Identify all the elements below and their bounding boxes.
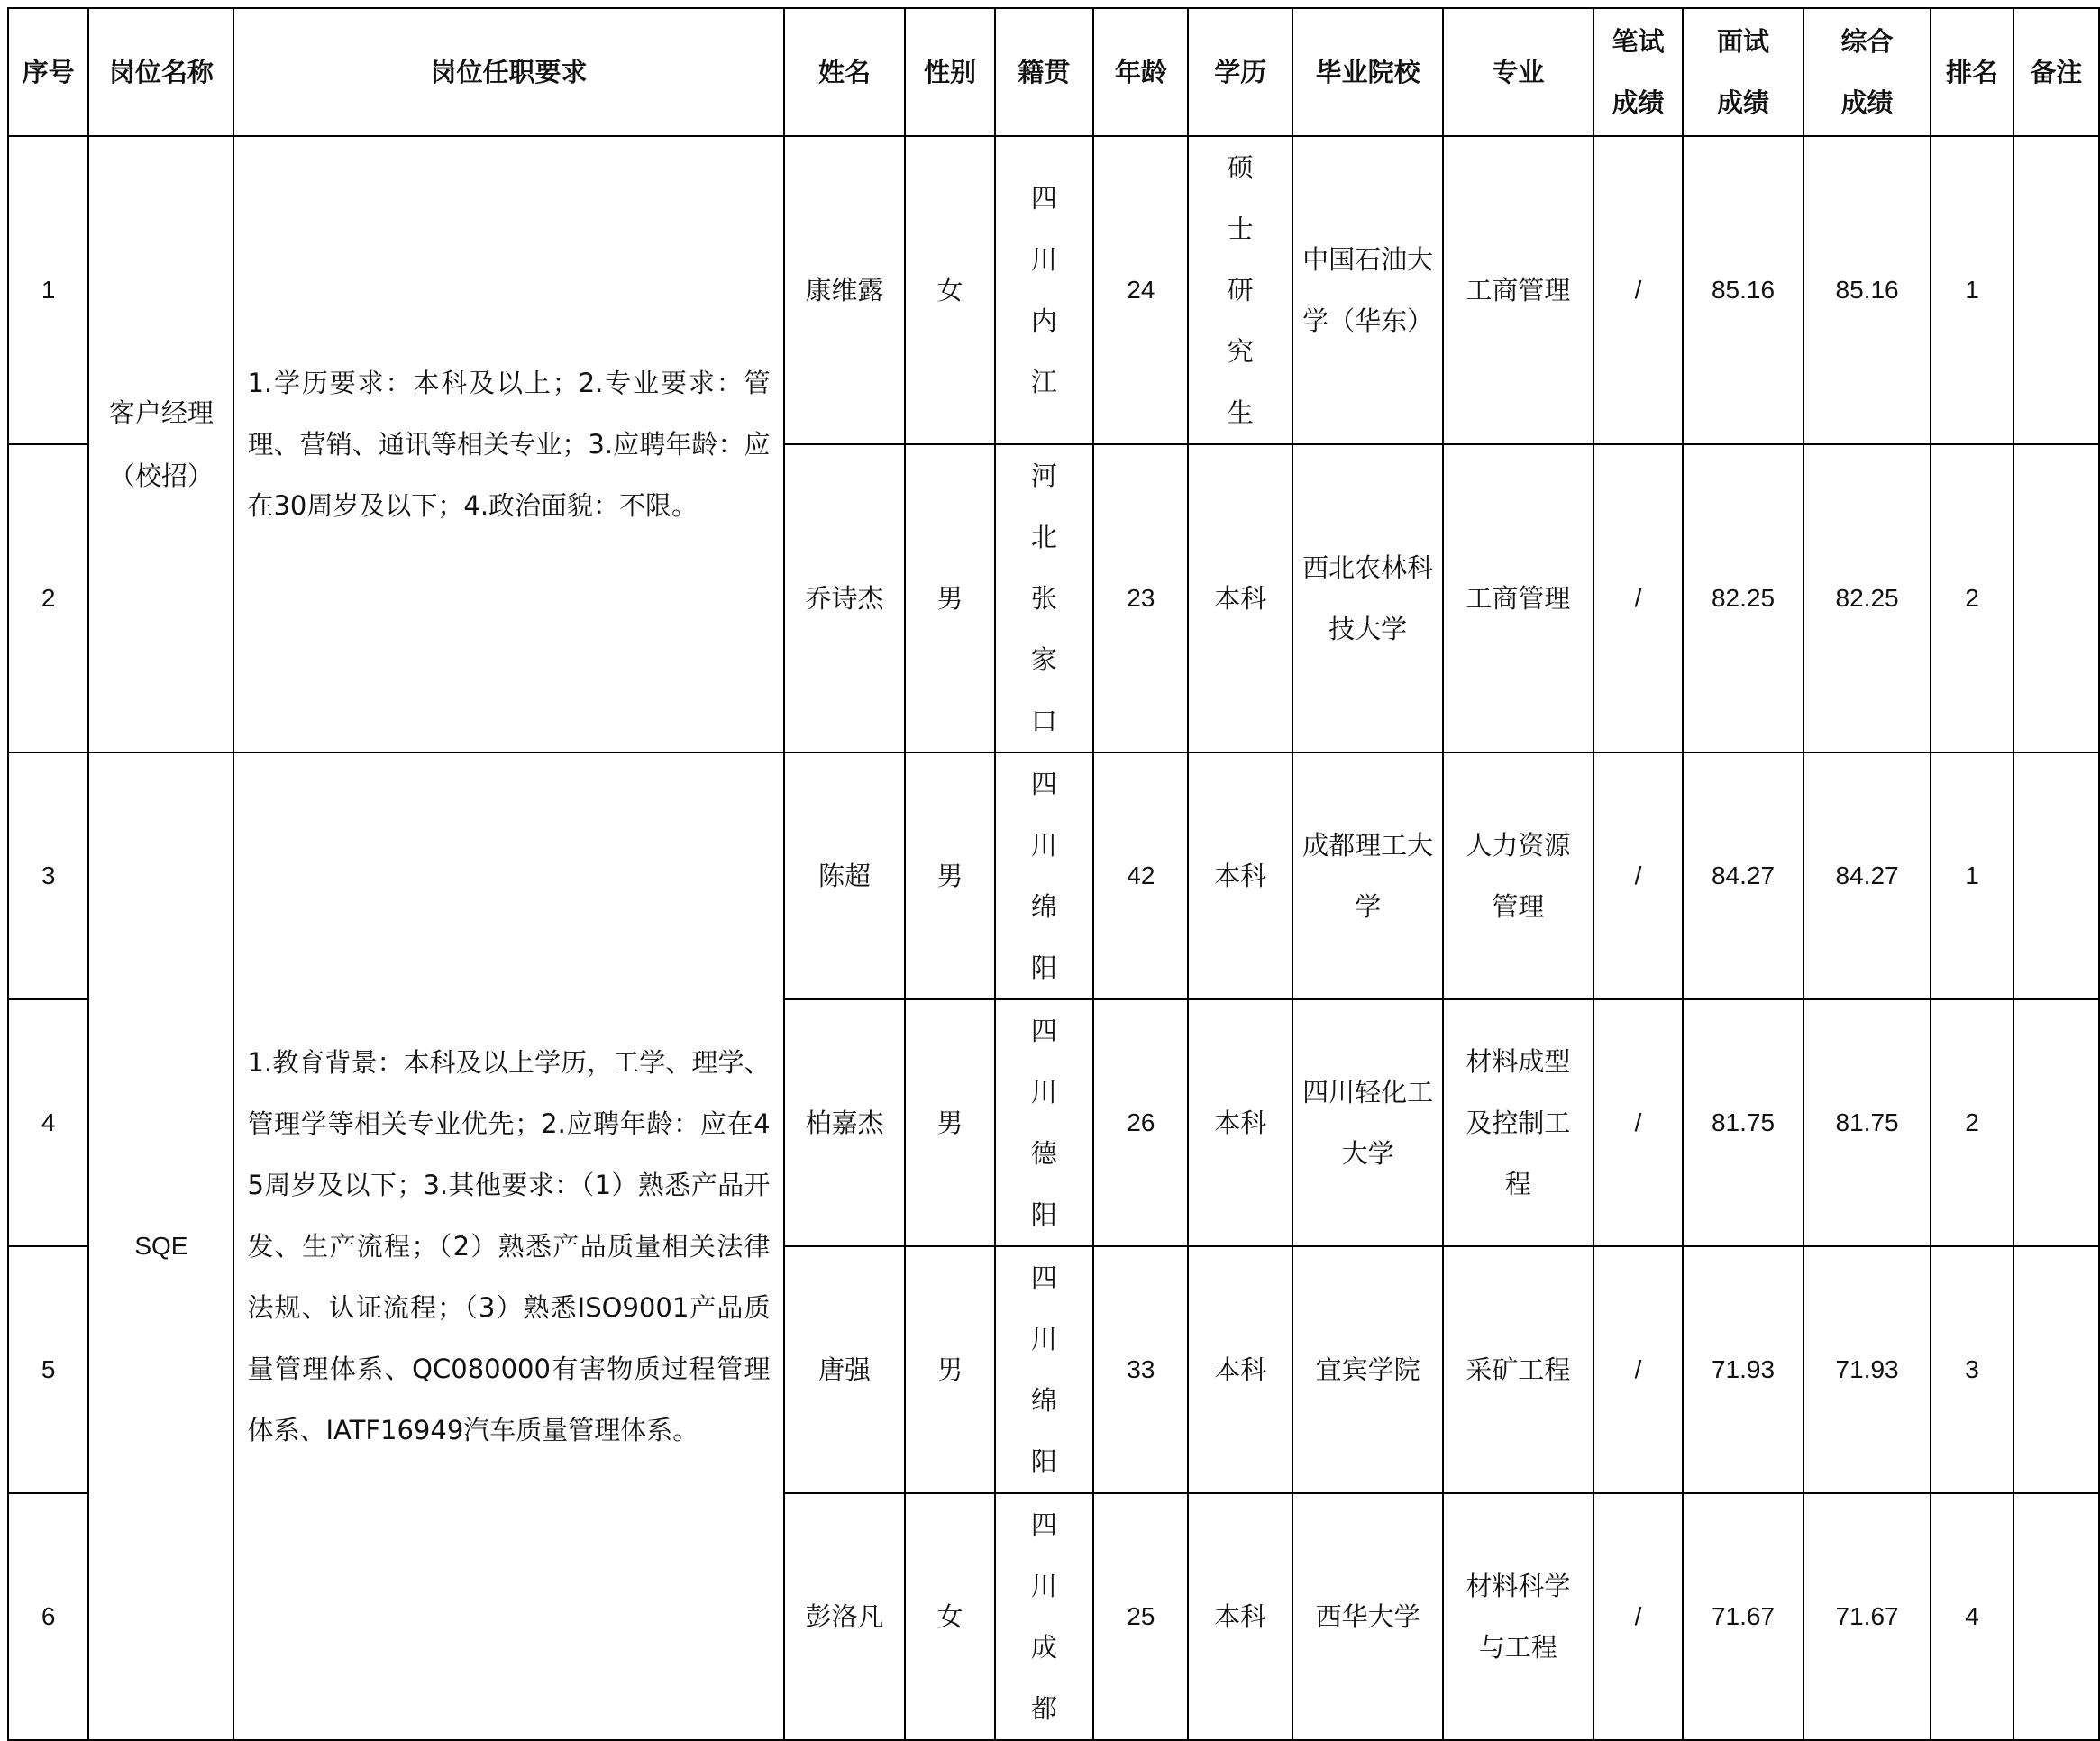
cell-major: 人力资源管理: [1443, 752, 1593, 999]
cell-written: /: [1593, 444, 1683, 752]
cell-education: 本科: [1188, 1493, 1292, 1740]
cell-total: 85.16: [1803, 136, 1931, 444]
cell-seq: 4: [8, 999, 88, 1246]
cell-name: 彭洛凡: [784, 1493, 906, 1740]
cell-name: 陈超: [784, 752, 906, 999]
table-row: [8, 752, 2099, 999]
cell-education: 本科: [1188, 1246, 1292, 1493]
cell-remark: [2013, 1493, 2099, 1740]
header-requirements: 岗位任职要求: [233, 8, 783, 136]
cell-education: 本科: [1188, 999, 1292, 1246]
cell-age: 26: [1093, 999, 1188, 1246]
cell-interview: 82.25: [1683, 444, 1803, 752]
cell-rank: 2: [1931, 999, 2013, 1246]
cell-major: 采矿工程: [1443, 1246, 1593, 1493]
cell-remark: [2013, 752, 2099, 999]
cell-interview: 84.27: [1683, 752, 1803, 999]
cell-age: 25: [1093, 1493, 1188, 1740]
cell-total: 84.27: [1803, 752, 1931, 999]
cell-education: 本科: [1188, 444, 1292, 752]
header-remark: 备注: [2013, 8, 2099, 136]
cell-age: 23: [1093, 444, 1188, 752]
cell-rank: 2: [1931, 444, 2013, 752]
cell-remark: [2013, 444, 2099, 752]
cell-position: 客户经理（校招）: [88, 136, 233, 752]
cell-requirements: 1.学历要求：本科及以上；2.专业要求：管理、营销、通讯等相关专业；3.应聘年龄：应在30周岁及以下；4.政治面貌：不限。: [233, 136, 783, 752]
cell-school: 中国石油大学（华东）: [1292, 136, 1443, 444]
cell-origin: 四川绵阳: [995, 1246, 1094, 1493]
header-name: 姓名: [784, 8, 906, 136]
cell-gender: 男: [905, 1246, 994, 1493]
cell-gender: 女: [905, 136, 994, 444]
cell-interview: 85.16: [1683, 136, 1803, 444]
cell-name: 乔诗杰: [784, 444, 906, 752]
cell-school: 西北农林科技大学: [1292, 444, 1443, 752]
cell-requirements: 1.教育背景：本科及以上学历，工学、理学、管理学等相关专业优先；2.应聘年龄：应在45周岁及以下；3.其他要求：（1）熟悉产品开发、生产流程；（2）熟悉产品质量相关法律法规、认证流程；（3）熟悉ISO9001产品质量管理体系、QC080000有害物质过程管理体系、IATF16949汽车质量管理体系。: [233, 752, 783, 1740]
cell-rank: 1: [1931, 136, 2013, 444]
cell-written: /: [1593, 752, 1683, 999]
cell-remark: [2013, 999, 2099, 1246]
header-school: 毕业院校: [1292, 8, 1443, 136]
cell-name: 柏嘉杰: [784, 999, 906, 1246]
header-rank: 排名: [1931, 8, 2013, 136]
cell-name: 唐强: [784, 1246, 906, 1493]
cell-rank: 4: [1931, 1493, 2013, 1740]
cell-age: 42: [1093, 752, 1188, 999]
header-age: 年龄: [1093, 8, 1188, 136]
header-total: 综合成绩: [1803, 8, 1931, 136]
table-row: [8, 136, 2099, 444]
cell-remark: [2013, 136, 2099, 444]
cell-origin: 四川德阳: [995, 999, 1094, 1246]
cell-name: 康维露: [784, 136, 906, 444]
header-major: 专业: [1443, 8, 1593, 136]
cell-education: 硕士研究生: [1188, 136, 1292, 444]
cell-major: 工商管理: [1443, 136, 1593, 444]
results-table: [7, 7, 2100, 1741]
cell-gender: 男: [905, 444, 994, 752]
cell-gender: 男: [905, 999, 994, 1246]
header-education: 学历: [1188, 8, 1292, 136]
cell-major: 材料成型及控制工程: [1443, 999, 1593, 1246]
cell-interview: 71.93: [1683, 1246, 1803, 1493]
header-position: 岗位名称: [88, 8, 233, 136]
cell-school: 宜宾学院: [1292, 1246, 1443, 1493]
cell-written: /: [1593, 1493, 1683, 1740]
cell-seq: 6: [8, 1493, 88, 1740]
cell-gender: 男: [905, 752, 994, 999]
cell-major: 工商管理: [1443, 444, 1593, 752]
cell-remark: [2013, 1246, 2099, 1493]
cell-interview: 71.67: [1683, 1493, 1803, 1740]
cell-school: 四川轻化工大学: [1292, 999, 1443, 1246]
header-seq: 序号: [8, 8, 88, 136]
cell-seq: 2: [8, 444, 88, 752]
header-written: 笔试成绩: [1593, 8, 1683, 136]
cell-school: 成都理工大学: [1292, 752, 1443, 999]
cell-position: SQE: [88, 752, 233, 1740]
cell-origin: 四川内江: [995, 136, 1094, 444]
cell-total: 71.67: [1803, 1493, 1931, 1740]
cell-written: /: [1593, 1246, 1683, 1493]
header-gender: 性别: [905, 8, 994, 136]
cell-seq: 1: [8, 136, 88, 444]
cell-interview: 81.75: [1683, 999, 1803, 1246]
cell-total: 71.93: [1803, 1246, 1931, 1493]
cell-total: 81.75: [1803, 999, 1931, 1246]
header-row: [8, 8, 2099, 136]
cell-written: /: [1593, 136, 1683, 444]
cell-origin: 河北张家口: [995, 444, 1094, 752]
cell-education: 本科: [1188, 752, 1292, 999]
cell-total: 82.25: [1803, 444, 1931, 752]
header-interview: 面试成绩: [1683, 8, 1803, 136]
cell-rank: 1: [1931, 752, 2013, 999]
cell-age: 24: [1093, 136, 1188, 444]
cell-gender: 女: [905, 1493, 994, 1740]
cell-seq: 3: [8, 752, 88, 999]
cell-origin: 四川绵阳: [995, 752, 1094, 999]
cell-age: 33: [1093, 1246, 1188, 1493]
cell-origin: 四川成都: [995, 1493, 1094, 1740]
cell-seq: 5: [8, 1246, 88, 1493]
cell-written: /: [1593, 999, 1683, 1246]
cell-rank: 3: [1931, 1246, 2013, 1493]
cell-major: 材料科学与工程: [1443, 1493, 1593, 1740]
header-origin: 籍贯: [995, 8, 1094, 136]
cell-school: 西华大学: [1292, 1493, 1443, 1740]
